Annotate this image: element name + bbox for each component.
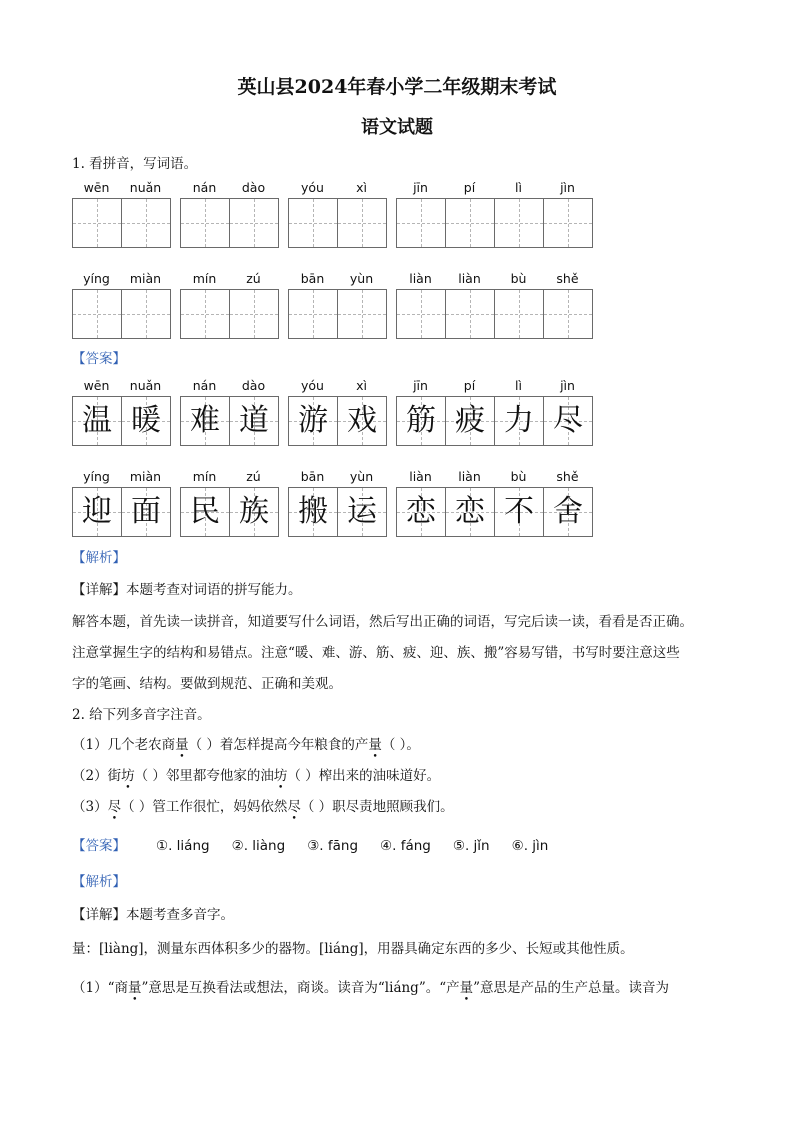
answer-char: 面 xyxy=(131,494,161,529)
answer-char-box xyxy=(229,397,278,445)
answer-char: 道 xyxy=(239,403,269,438)
blank-char-box xyxy=(543,199,592,247)
pinyin-label: jīn xyxy=(413,378,428,393)
answer-char-box xyxy=(337,397,386,445)
blank-char-box xyxy=(397,290,445,338)
pinyin-label: dào xyxy=(241,180,266,195)
answer-char-box xyxy=(229,488,278,536)
q2-s1-marked-char-1: 量 xyxy=(175,737,189,753)
answer-char: 尽 xyxy=(553,403,583,438)
pinyin-label: yóu xyxy=(301,180,324,195)
pinyin-label: shě xyxy=(556,271,579,286)
answer-char-box xyxy=(494,488,543,536)
q1-para-1: 解答本题，首先读一读拼音，知道要写什么词语，然后写出正确的词语，写完后读一读，看看是否正确。 xyxy=(72,614,693,630)
pinyin-label: wēn xyxy=(83,180,110,195)
pinyin-label: miàn xyxy=(129,271,162,286)
answer-char: 恋 xyxy=(455,494,485,529)
pinyin-label: jīn xyxy=(413,180,428,195)
answer-char-box xyxy=(121,397,170,445)
blank-char-box xyxy=(229,199,278,247)
pinyin-label: mín xyxy=(192,469,217,484)
blank-char-box xyxy=(289,290,337,338)
blank-char-box xyxy=(73,290,121,338)
answer-char-box xyxy=(181,397,229,445)
blank-char-box xyxy=(397,199,445,247)
q2-detail-text: 本题考查多音字。 xyxy=(126,907,234,923)
pinyin-label: yóu xyxy=(301,378,324,393)
pinyin-label: shě xyxy=(556,469,579,484)
blank-char-box xyxy=(289,199,337,247)
q2-prompt: 2. 给下列多音字注音。 xyxy=(72,707,211,723)
answer-char-box xyxy=(543,397,592,445)
q2-last-marked-char-2: 量 xyxy=(459,980,474,996)
page-title: 英山县2024年春小学二年级期末考试 xyxy=(237,76,557,98)
answer-char-box xyxy=(337,488,386,536)
answer-char-box xyxy=(445,488,494,536)
blank-char-box xyxy=(445,290,494,338)
blank-char-box xyxy=(337,199,386,247)
pinyin-label: xì xyxy=(356,378,367,393)
answer-char-box xyxy=(397,397,445,445)
answer-char: 暖 xyxy=(131,403,161,438)
pinyin-label: zú xyxy=(246,469,261,484)
pinyin-label: wēn xyxy=(83,378,110,393)
q2-last-line xyxy=(72,976,669,996)
pinyin-label: bān xyxy=(300,469,325,484)
pinyin-label: lì xyxy=(515,180,522,195)
answer-char: 族 xyxy=(239,494,269,529)
answer-char: 力 xyxy=(504,403,534,438)
q2-s2-text-c: （ ）邻里都夸他家的油 xyxy=(134,768,274,784)
q2-sentence-1 xyxy=(72,733,420,753)
q2-analysis-label: 【解析】 xyxy=(72,874,126,890)
q2-answer-2: ②. liàng xyxy=(231,838,286,854)
pinyin-label: xì xyxy=(356,180,367,195)
answer-char-box xyxy=(73,397,121,445)
pinyin-label: bù xyxy=(510,469,527,484)
blank-char-box xyxy=(337,290,386,338)
answer-char: 筋 xyxy=(406,403,436,438)
q2-s3-text-a: （3） xyxy=(72,799,108,815)
answer-char: 温 xyxy=(82,403,112,438)
q2-answer-4: ④. fáng xyxy=(380,838,431,854)
pinyin-label: pí xyxy=(463,180,476,195)
q2-s1-text-c: （ ）着怎样提高今年粮食的产 xyxy=(188,737,369,753)
q2-s3-marked-char-2: 尽 xyxy=(287,799,301,815)
blank-char-box xyxy=(543,290,592,338)
q2-s3-text-e: （ ）职尽责地照顾我们。 xyxy=(300,799,454,815)
answer-char: 难 xyxy=(190,403,220,438)
q2-s3-text-c: （ ）管工作很忙，妈妈依然 xyxy=(121,799,288,815)
answer-char: 游 xyxy=(298,403,328,438)
q1-analysis-label: 【解析】 xyxy=(72,550,126,566)
pinyin-label: nán xyxy=(192,180,217,195)
pinyin-label: bù xyxy=(510,271,527,286)
blank-char-box xyxy=(121,290,170,338)
q1-detail xyxy=(72,578,302,598)
pinyin-label: zú xyxy=(246,271,261,286)
q1-answer-label: 【答案】 xyxy=(72,351,126,367)
q2-liang-definition: 量：[liàng]，测量东西体积多少的器物。[liáng]，用器具确定东西的多少、长短或其他性质。 xyxy=(72,941,634,957)
q2-last-text-c: ”意思是互换看法或想法，商谈。读音为“liáng”。“产 xyxy=(141,980,460,996)
pinyin-label: yùn xyxy=(349,271,374,286)
pinyin-label: liàn xyxy=(458,271,481,286)
blank-char-box xyxy=(181,290,229,338)
answer-char-box xyxy=(73,488,121,536)
answer-char: 搬 xyxy=(298,494,328,529)
answer-char-box xyxy=(494,397,543,445)
q2-answer-6: ⑥. jìn xyxy=(511,838,549,854)
blank-char-box xyxy=(181,199,229,247)
blank-char-box xyxy=(494,199,543,247)
q2-answer-1: ①. liáng xyxy=(156,838,210,854)
answer-char-box xyxy=(121,488,170,536)
blank-char-box xyxy=(121,199,170,247)
pinyin-label: pí xyxy=(463,378,476,393)
answer-char: 不 xyxy=(504,494,534,529)
pinyin-label: dào xyxy=(241,378,266,393)
q1-detail-label: 【详解】 xyxy=(72,582,126,598)
answer-char-box xyxy=(397,488,445,536)
pinyin-label: jìn xyxy=(560,180,575,195)
answer-char-box xyxy=(289,397,337,445)
pinyin-label: yíng xyxy=(83,271,110,286)
answer-char: 民 xyxy=(190,494,220,529)
q2-answer-5: ⑤. jǐn xyxy=(452,838,490,854)
pinyin-label: bān xyxy=(300,271,325,286)
answer-char-box xyxy=(543,488,592,536)
q2-s2-text-e: （ ）榨出来的油味道好。 xyxy=(287,768,441,784)
q1-para-3: 字的笔画、结构。要做到规范、正确和美观。 xyxy=(72,676,342,692)
blank-char-box xyxy=(73,199,121,247)
pinyin-label: mín xyxy=(192,271,217,286)
answer-char-box xyxy=(181,488,229,536)
q2-s2-text-a: （2）街 xyxy=(72,768,122,784)
q2-last-text-e: ”意思是产品的生产总量。读音为 xyxy=(473,980,670,996)
pinyin-label: liàn xyxy=(409,271,432,286)
answer-char: 迎 xyxy=(82,494,112,529)
q2-answer-3: ③. fāng xyxy=(307,838,359,854)
answer-char-box xyxy=(445,397,494,445)
pinyin-label: liàn xyxy=(458,469,481,484)
q1-para-2: 注意掌握生字的结构和易错点。注意“暖、难、游、筋、疲、迎、族、搬”容易写错，书写时要注意这些 xyxy=(72,645,680,661)
answer-char: 恋 xyxy=(406,494,436,529)
page-subtitle: 语文试题 xyxy=(361,117,433,138)
q2-last-text-a: （1）“商 xyxy=(72,980,128,996)
pinyin-label: nán xyxy=(192,378,217,393)
q1-prompt: 1. 看拼音，写词语。 xyxy=(72,156,198,172)
answer-char: 戏 xyxy=(347,403,377,438)
q2-s1-marked-char-2: 量 xyxy=(368,737,382,753)
blank-char-box xyxy=(494,290,543,338)
q2-answers xyxy=(72,834,570,854)
answer-char: 运 xyxy=(347,494,377,529)
q2-s3-marked-char-1: 尽 xyxy=(107,799,122,815)
pinyin-label: miàn xyxy=(129,469,162,484)
q2-s2-marked-char-1: 坊 xyxy=(121,768,135,784)
blank-char-box xyxy=(445,199,494,247)
pinyin-label: nuǎn xyxy=(129,180,162,195)
q1-detail-text: 本题考查对词语的拼写能力。 xyxy=(126,582,302,598)
answer-char-box xyxy=(289,488,337,536)
answer-char: 疲 xyxy=(455,403,485,438)
pinyin-label: jìn xyxy=(560,378,575,393)
blank-char-box xyxy=(229,290,278,338)
pinyin-label: yíng xyxy=(83,469,110,484)
pinyin-label: lì xyxy=(515,378,522,393)
pinyin-label: liàn xyxy=(409,469,432,484)
q2-sentence-2 xyxy=(72,764,440,784)
q2-s1-text-e: （ ）。 xyxy=(381,737,420,753)
q2-detail xyxy=(72,903,234,923)
q2-last-marked-char-1: 量 xyxy=(128,980,142,996)
answer-char: 舍 xyxy=(553,494,583,529)
q2-sentence-3 xyxy=(72,795,454,815)
q2-s2-marked-char-2: 坊 xyxy=(273,768,288,784)
q2-answer-label: 【答案】 xyxy=(72,838,126,854)
q2-detail-label: 【详解】 xyxy=(72,907,126,923)
pinyin-label: nuǎn xyxy=(129,378,162,393)
q2-s1-text-a: （1）几个老农商 xyxy=(72,737,176,753)
pinyin-label: yùn xyxy=(349,469,374,484)
